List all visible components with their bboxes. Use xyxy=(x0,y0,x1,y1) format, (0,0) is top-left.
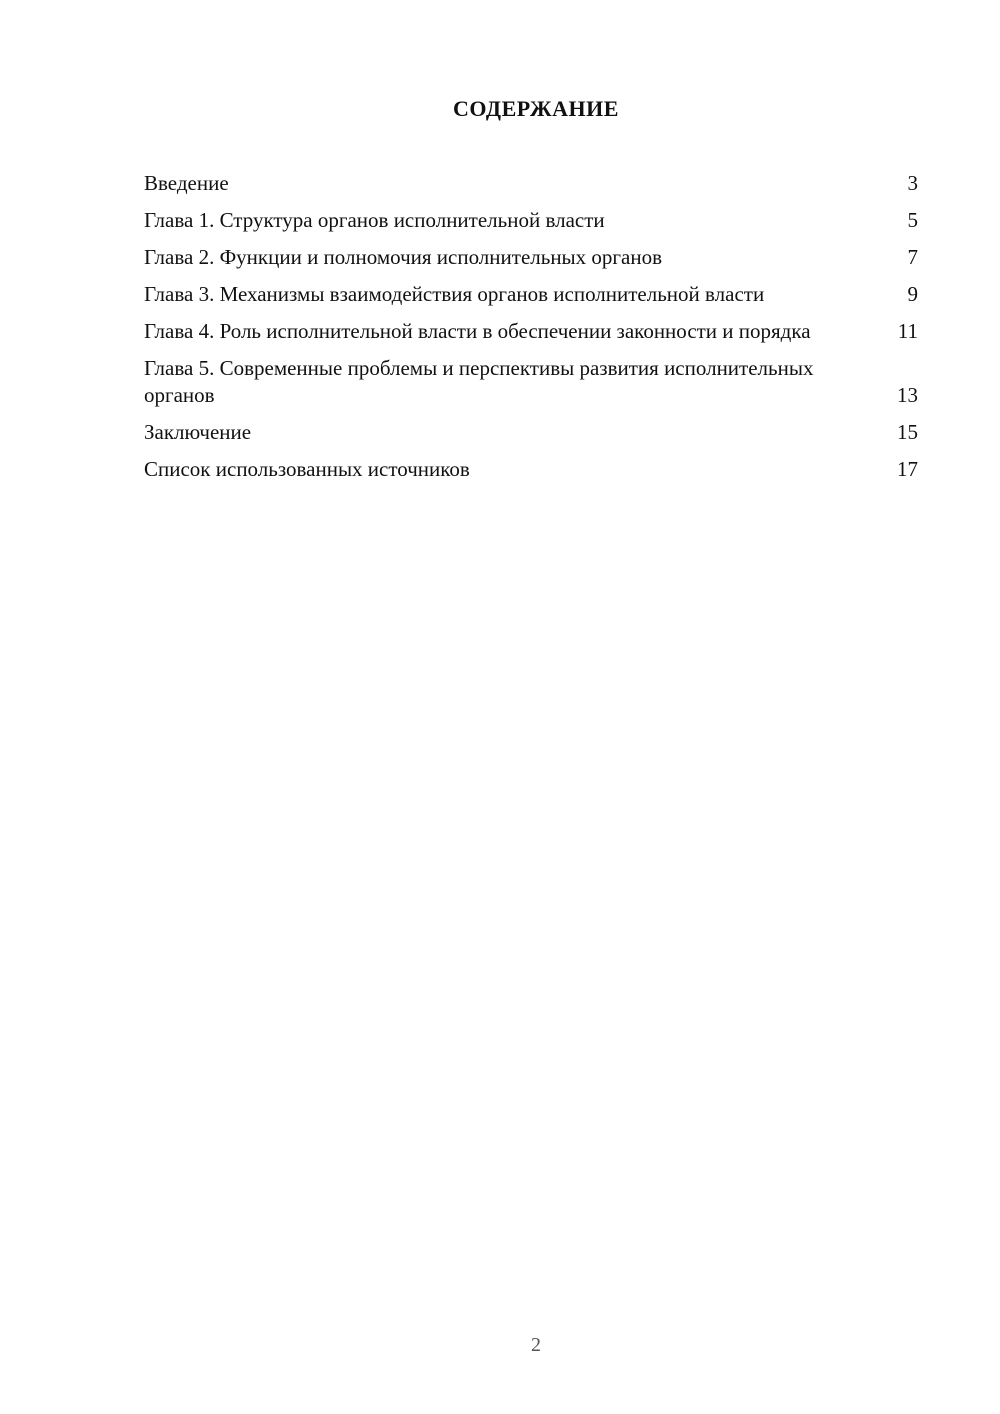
toc-entry-chapter-1[interactable] xyxy=(144,207,918,234)
toc-entry-label: Глава 5. Современные проблемы и перспективы развития исполнительных органов xyxy=(144,356,814,407)
page-number: 2 xyxy=(531,1334,541,1356)
toc-entry-page: 5 xyxy=(907,208,918,232)
toc-entry-page: 7 xyxy=(907,245,918,269)
toc-entry-chapter-4[interactable] xyxy=(144,318,918,345)
toc-entry-chapter-3[interactable] xyxy=(144,281,918,308)
toc-entry-references[interactable] xyxy=(144,456,918,483)
toc-entry-page: 11 xyxy=(897,319,918,343)
toc-entry-page: 9 xyxy=(907,282,918,306)
toc-entry-label: Глава 2. Функции и полномочия исполнительных органов xyxy=(144,245,663,269)
toc-entry-label: Глава 3. Механизмы взаимодействия органов исполнительной власти xyxy=(144,282,765,306)
toc-entry-page: 17 xyxy=(897,457,918,481)
toc-entry-conclusion[interactable] xyxy=(144,419,918,446)
toc-entry-page: 13 xyxy=(897,383,918,407)
toc-entry-page: 3 xyxy=(907,171,918,195)
table-of-contents xyxy=(144,170,918,493)
toc-entry-label: Глава 4. Роль исполнительной власти в обеспечении законности и порядка xyxy=(144,319,811,343)
toc-title: СОДЕРЖАНИЕ xyxy=(453,96,619,121)
toc-entry-chapter-2[interactable] xyxy=(144,244,918,271)
toc-entry-label: Список использованных источников xyxy=(144,457,470,481)
toc-entry-label: Глава 1. Структура органов исполнительной власти xyxy=(144,208,605,232)
toc-entry-introduction[interactable] xyxy=(144,170,918,197)
toc-entry-chapter-5[interactable] xyxy=(144,355,918,409)
toc-entry-label: Заключение xyxy=(144,420,252,444)
toc-entry-page: 15 xyxy=(897,420,918,444)
toc-entry-label: Введение xyxy=(144,171,229,195)
